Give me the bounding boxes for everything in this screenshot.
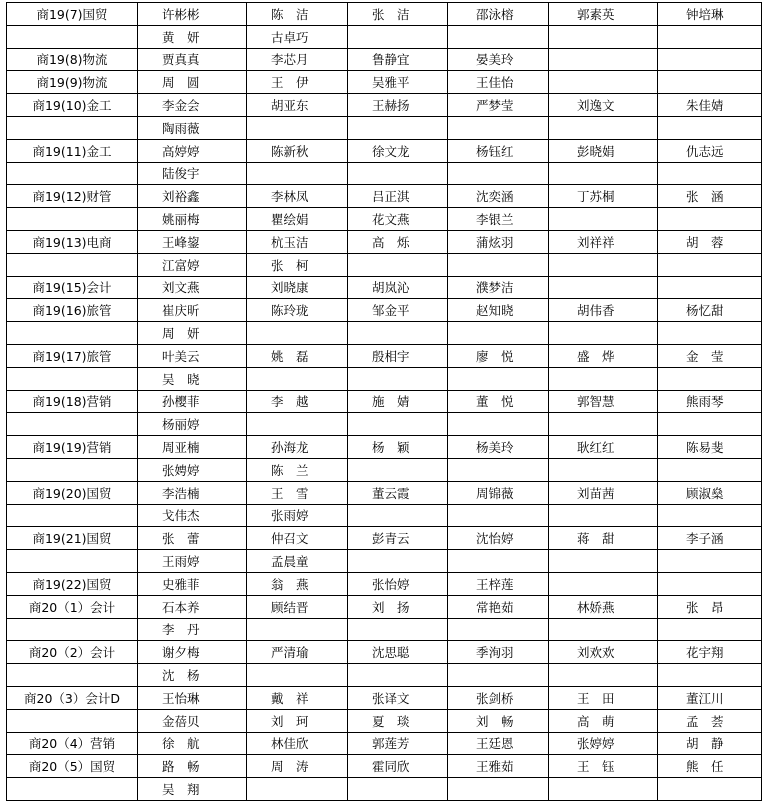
student-name-cell [448,25,549,48]
student-name-cell: 谢夕梅 [138,641,247,664]
student-name-cell: 吴 晓 [138,367,247,390]
student-name-cell [348,504,448,527]
table-row [7,732,762,755]
student-name-cell: 姚 磊 [247,344,348,367]
class-name-cell [7,618,138,641]
student-name-cell [247,664,348,687]
student-name-cell: 刘 扬 [348,595,448,618]
student-name-cell: 张婷婷 [549,732,658,755]
class-name-cell [7,550,138,573]
student-name-cell: 杭玉洁 [247,230,348,253]
student-name-cell: 刘文燕 [138,276,247,299]
student-name-cell [549,778,658,801]
student-name-cell: 赵知晓 [448,299,549,322]
student-name-cell: 钟培琳 [658,3,762,26]
student-name-cell: 翁 燕 [247,572,348,595]
student-name-cell [658,778,762,801]
student-name-cell: 贾真真 [138,48,247,71]
student-name-cell: 古卓巧 [247,25,348,48]
student-name-cell: 彭青云 [348,527,448,550]
student-name-cell: 张 涵 [658,185,762,208]
student-name-cell: 熊雨琴 [658,390,762,413]
student-name-cell: 仇志远 [658,139,762,162]
student-name-cell: 郭素英 [549,3,658,26]
student-name-cell: 王 钰 [549,755,658,778]
student-name-cell [658,664,762,687]
table-row [7,344,762,367]
class-name-cell: 商19(20)国贸 [7,481,138,504]
student-name-cell: 史雅菲 [138,572,247,595]
table-row [7,48,762,71]
student-name-cell [348,116,448,139]
roster-body [7,3,762,801]
class-name-cell [7,253,138,276]
student-name-cell: 刘 珂 [247,709,348,732]
class-name-cell: 商19(22)国贸 [7,572,138,595]
class-name-cell [7,778,138,801]
student-name-cell [549,458,658,481]
student-name-cell: 刘祥祥 [549,230,658,253]
student-name-cell: 吕正淇 [348,185,448,208]
table-row [7,94,762,117]
student-name-cell [658,162,762,185]
table-row [7,778,762,801]
student-name-cell: 金 莹 [658,344,762,367]
student-name-cell [448,413,549,436]
student-name-cell [549,162,658,185]
table-row [7,527,762,550]
student-name-cell: 江富婷 [138,253,247,276]
student-name-cell: 张剑桥 [448,686,549,709]
student-name-cell [448,458,549,481]
student-name-cell: 熊 任 [658,755,762,778]
student-name-cell [658,458,762,481]
table-row [7,208,762,231]
class-name-cell: 商19(9)物流 [7,71,138,94]
table-row [7,755,762,778]
table-row [7,664,762,687]
student-name-cell: 蒋 甜 [549,527,658,550]
student-name-cell: 胡伟香 [549,299,658,322]
table-row [7,139,762,162]
class-name-cell: 商20（3）会计D [7,686,138,709]
student-name-cell [658,413,762,436]
student-name-cell: 朱佳婧 [658,94,762,117]
student-name-cell [658,618,762,641]
student-name-cell: 陶雨薇 [138,116,247,139]
class-name-cell: 商19(11)金工 [7,139,138,162]
student-name-cell: 高 烁 [348,230,448,253]
student-name-cell: 殷相宇 [348,344,448,367]
student-name-cell [348,664,448,687]
student-name-cell [549,504,658,527]
student-name-cell: 石本养 [138,595,247,618]
student-name-cell [658,322,762,345]
student-name-cell [658,48,762,71]
student-name-cell: 濮梦洁 [448,276,549,299]
class-name-cell: 商19(17)旅管 [7,344,138,367]
student-name-cell: 胡 静 [658,732,762,755]
student-name-cell: 姚丽梅 [138,208,247,231]
table-row [7,413,762,436]
student-name-cell: 杨 颖 [348,436,448,459]
student-name-cell [348,618,448,641]
table-row [7,230,762,253]
class-name-cell [7,25,138,48]
class-name-cell: 商20（4）营销 [7,732,138,755]
class-name-cell [7,709,138,732]
student-name-cell: 夏 琰 [348,709,448,732]
student-name-cell [348,778,448,801]
table-row [7,25,762,48]
student-name-cell: 董 悦 [448,390,549,413]
student-name-cell: 郭莲芳 [348,732,448,755]
table-row [7,595,762,618]
student-name-cell: 周 妍 [138,322,247,345]
student-name-cell: 王梓莲 [448,572,549,595]
student-name-cell [448,664,549,687]
student-name-cell: 胡岚沁 [348,276,448,299]
class-name-cell: 商20（5）国贸 [7,755,138,778]
student-name-cell: 王佳怡 [448,71,549,94]
student-name-cell: 严梦莹 [448,94,549,117]
student-name-cell: 王廷恩 [448,732,549,755]
student-name-cell: 高 萌 [549,709,658,732]
student-name-cell: 施 婧 [348,390,448,413]
table-row [7,299,762,322]
student-name-cell: 胡 蓉 [658,230,762,253]
student-name-cell [448,253,549,276]
student-name-cell: 孟晨童 [247,550,348,573]
table-row [7,481,762,504]
student-name-cell [247,778,348,801]
student-name-cell [247,162,348,185]
student-name-cell: 常艳茹 [448,595,549,618]
class-name-cell: 商19(18)营销 [7,390,138,413]
student-name-cell: 周锦薇 [448,481,549,504]
student-name-cell [549,664,658,687]
student-name-cell [448,367,549,390]
class-name-cell: 商19(15)会计 [7,276,138,299]
class-name-cell [7,413,138,436]
student-name-cell: 林娇燕 [549,595,658,618]
student-name-cell: 李芯月 [247,48,348,71]
student-name-cell: 顾结晋 [247,595,348,618]
student-name-cell [549,25,658,48]
student-name-cell [348,458,448,481]
class-name-cell [7,504,138,527]
class-name-cell: 商19(13)电商 [7,230,138,253]
student-name-cell [348,550,448,573]
student-name-cell: 李 丹 [138,618,247,641]
class-name-cell [7,367,138,390]
student-name-cell: 沈怡婷 [448,527,549,550]
student-name-cell [448,550,549,573]
student-name-cell: 吴雅平 [348,71,448,94]
class-name-cell [7,208,138,231]
student-name-cell [658,276,762,299]
student-name-cell: 彭晓娟 [549,139,658,162]
student-name-cell: 孟 荟 [658,709,762,732]
table-row [7,116,762,139]
table-row [7,641,762,664]
student-name-cell: 王赫扬 [348,94,448,117]
class-name-cell: 商19(7)国贸 [7,3,138,26]
student-name-cell: 郭智慧 [549,390,658,413]
student-name-cell [658,71,762,94]
student-name-cell [658,572,762,595]
table-row [7,71,762,94]
student-name-cell: 季洵羽 [448,641,549,664]
table-row [7,3,762,26]
student-name-cell: 孙海龙 [247,436,348,459]
student-name-cell [549,116,658,139]
student-name-cell: 鲁静宜 [348,48,448,71]
student-name-cell: 张 洁 [348,3,448,26]
student-name-cell: 杨丽婷 [138,413,247,436]
student-name-cell: 王 伊 [247,71,348,94]
student-name-cell: 路 畅 [138,755,247,778]
student-name-cell [658,253,762,276]
student-name-cell: 陆俊宇 [138,162,247,185]
student-name-cell: 顾淑燊 [658,481,762,504]
table-row [7,618,762,641]
student-name-cell: 金蓓贝 [138,709,247,732]
student-name-cell: 陈新秋 [247,139,348,162]
student-name-cell: 杨忆甜 [658,299,762,322]
class-name-cell [7,116,138,139]
class-name-cell: 商19(16)旅管 [7,299,138,322]
class-name-cell: 商20（1）会计 [7,595,138,618]
student-name-cell: 张 柯 [247,253,348,276]
student-name-cell [348,367,448,390]
student-name-cell [448,778,549,801]
student-name-cell: 杨美玲 [448,436,549,459]
student-name-cell: 刘欢欢 [549,641,658,664]
student-name-cell [247,413,348,436]
student-name-cell: 王 田 [549,686,658,709]
table-row [7,162,762,185]
class-name-cell: 商19(10)金工 [7,94,138,117]
table-row [7,185,762,208]
student-name-cell [348,253,448,276]
student-name-cell: 张 昂 [658,595,762,618]
table-row [7,436,762,459]
student-name-cell [448,504,549,527]
class-name-cell: 商19(19)营销 [7,436,138,459]
student-name-cell: 张娉婷 [138,458,247,481]
student-name-cell: 刘晓康 [247,276,348,299]
student-name-cell [448,116,549,139]
table-row [7,572,762,595]
table-row [7,458,762,481]
class-name-cell [7,322,138,345]
student-name-cell: 周 圆 [138,71,247,94]
student-name-cell: 沈思聪 [348,641,448,664]
student-name-cell: 徐文龙 [348,139,448,162]
student-name-cell: 邵泳榕 [448,3,549,26]
student-name-cell: 陈 洁 [247,3,348,26]
class-name-cell: 商20（2）会计 [7,641,138,664]
student-name-cell: 廖 悦 [448,344,549,367]
student-name-cell [549,413,658,436]
student-name-cell [549,367,658,390]
student-name-cell [247,618,348,641]
student-name-cell [549,572,658,595]
student-name-cell: 周 涛 [247,755,348,778]
student-name-cell: 李 越 [247,390,348,413]
student-name-cell [549,71,658,94]
student-name-cell: 张译文 [348,686,448,709]
table-row [7,322,762,345]
student-name-cell: 丁苏桐 [549,185,658,208]
class-roster-table [6,2,762,801]
student-name-cell [549,48,658,71]
student-name-cell: 陈 兰 [247,458,348,481]
student-name-cell: 胡亚东 [247,94,348,117]
student-name-cell: 徐 航 [138,732,247,755]
student-name-cell: 王怡琳 [138,686,247,709]
class-name-cell: 商19(8)物流 [7,48,138,71]
student-name-cell [549,253,658,276]
student-name-cell: 耿红红 [549,436,658,459]
student-name-cell: 瞿绘娟 [247,208,348,231]
table-row [7,709,762,732]
class-name-cell: 商19(21)国贸 [7,527,138,550]
student-name-cell: 蒲炫羽 [448,230,549,253]
student-name-cell [448,162,549,185]
student-name-cell [658,367,762,390]
student-name-cell: 花宇翔 [658,641,762,664]
student-name-cell: 王雅茹 [448,755,549,778]
student-name-cell: 董江川 [658,686,762,709]
student-name-cell [549,208,658,231]
student-name-cell [348,162,448,185]
student-name-cell: 霍同欣 [348,755,448,778]
student-name-cell: 严清瑜 [247,641,348,664]
student-name-cell [549,322,658,345]
student-name-cell [448,322,549,345]
student-name-cell [658,504,762,527]
student-name-cell: 刘裕鑫 [138,185,247,208]
student-name-cell [549,550,658,573]
student-name-cell: 晏美玲 [448,48,549,71]
student-name-cell: 孙樱菲 [138,390,247,413]
student-name-cell [348,25,448,48]
student-name-cell: 仲召文 [247,527,348,550]
student-name-cell: 王雨婷 [138,550,247,573]
student-name-cell [658,550,762,573]
student-name-cell: 邹金平 [348,299,448,322]
table-row [7,550,762,573]
student-name-cell: 刘苗茜 [549,481,658,504]
student-name-cell [247,367,348,390]
student-name-cell: 李子涵 [658,527,762,550]
student-name-cell: 盛 烨 [549,344,658,367]
student-name-cell: 张雨婷 [247,504,348,527]
student-name-cell: 陈易斐 [658,436,762,459]
class-name-cell [7,664,138,687]
table-row [7,276,762,299]
student-name-cell: 花文燕 [348,208,448,231]
student-name-cell: 王 雪 [247,481,348,504]
class-name-cell [7,162,138,185]
table-row [7,390,762,413]
student-name-cell: 刘 畅 [448,709,549,732]
table-row [7,253,762,276]
student-name-cell: 周亚楠 [138,436,247,459]
student-name-cell: 刘逸文 [549,94,658,117]
student-name-cell: 沈奕涵 [448,185,549,208]
student-name-cell: 黄 妍 [138,25,247,48]
student-name-cell [549,276,658,299]
table-row [7,504,762,527]
student-name-cell: 叶美云 [138,344,247,367]
table-row [7,686,762,709]
class-name-cell [7,458,138,481]
student-name-cell: 李林凤 [247,185,348,208]
student-name-cell [247,322,348,345]
student-name-cell [658,208,762,231]
student-name-cell: 李浩楠 [138,481,247,504]
student-name-cell [348,413,448,436]
student-name-cell [247,116,348,139]
student-name-cell: 吴 翔 [138,778,247,801]
student-name-cell: 董云霞 [348,481,448,504]
student-name-cell: 崔庆昕 [138,299,247,322]
student-name-cell: 林佳欣 [247,732,348,755]
student-name-cell: 杨钰红 [448,139,549,162]
student-name-cell: 张怡婷 [348,572,448,595]
student-name-cell [448,618,549,641]
student-name-cell: 张 蕾 [138,527,247,550]
table-row [7,367,762,390]
student-name-cell [348,322,448,345]
student-name-cell [658,116,762,139]
student-name-cell: 李银兰 [448,208,549,231]
student-name-cell: 戴 祥 [247,686,348,709]
student-name-cell: 陈玲珑 [247,299,348,322]
student-name-cell: 高婷婷 [138,139,247,162]
student-name-cell [549,618,658,641]
student-name-cell: 李金会 [138,94,247,117]
student-name-cell: 许彬彬 [138,3,247,26]
student-name-cell [658,25,762,48]
class-name-cell: 商19(12)财管 [7,185,138,208]
student-name-cell: 戈伟杰 [138,504,247,527]
student-name-cell: 沈 杨 [138,664,247,687]
student-name-cell: 王峰鋆 [138,230,247,253]
